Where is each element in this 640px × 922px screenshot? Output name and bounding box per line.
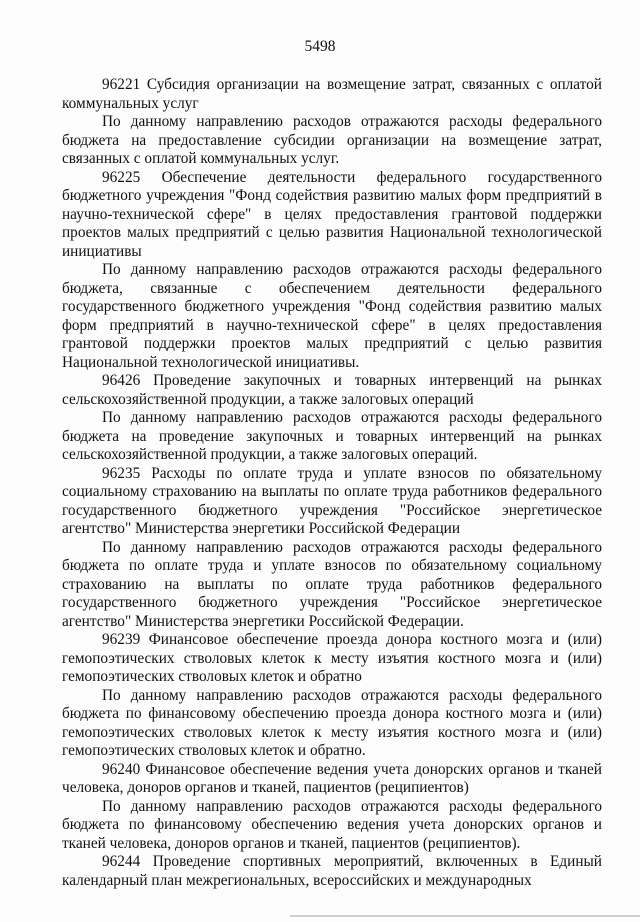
section-heading-96244: 96244 Проведение спортивных мероприятий, включенных в Единый календарный план межрегиональных, всероссийских и международных <box>62 853 602 889</box>
section-description-96240: По данному направлению расходов отражаются расходы федерального бюджета по финансовому обеспечению ведения учета донорских органов и тканей человека, доноров органов и тканей, пациентов (реципиентов). <box>62 797 602 852</box>
section-heading-96240: 96240 Финансовое обеспечение ведения учета донорских органов и тканей человека, доноров органов и тканей, пациентов (реципиентов) <box>62 760 602 796</box>
section-heading-96225: 96225 Обеспечение деятельности федерального государственного бюджетного учреждения "Фонд содействия развитию малых форм предприятий в научно-технической сфере" в целях предоставления грантовой поддержки проектов малых предприятий с целью развития Национальной технологической инициативы <box>62 168 602 260</box>
section-heading-96235: 96235 Расходы по оплате труда и уплате взносов по обязательному социальному страхованию на выплаты по оплате труда работников федерального государственного бюджетного учреждения "Российское энергетическое агентство" Министерства энергетики Российской Федерации <box>62 464 602 537</box>
section-description-96426: По данному направлению расходов отражаются расходы федерального бюджета на проведение закупочных и товарных интервенций на рынках сельскохозяйственной продукции, а также залоговых операций. <box>62 409 602 463</box>
document-body <box>62 76 602 890</box>
page-number: 5498 <box>304 38 336 55</box>
section-heading-96221: 96221 Субсидия организации на возмещение затрат, связанных с оплатой коммунальных услуг <box>62 76 602 112</box>
section-description-96235: По данному направлению расходов отражаются расходы федерального бюджета по оплате труда и уплате взносов по обязательному социальному страхованию на выплаты по оплате труда работников федерального государственного бюджетного учреждения "Российское энергетическое агентство" Министерства энергетики Российской Федерации. <box>62 538 602 630</box>
section-description-96221: По данному направлению расходов отражаются расходы федерального бюджета на предоставление субсидии организации на возмещение затрат, связанных с оплатой коммунальных услуг. <box>62 113 602 167</box>
scan-edge-line <box>290 915 640 917</box>
section-description-96239: По данному направлению расходов отражаются расходы федерального бюджета по финансовому обеспечению проезда донора костного мозга и (или) гемопоэтических стволовых клеток к месту изъятия костного мозга и (или) гемопоэтических стволовых клеток и обратно. <box>62 686 602 759</box>
section-heading-96426: 96426 Проведение закупочных и товарных интервенций на рынках сельскохозяйственной продукции, а также залоговых операций <box>62 372 602 408</box>
section-heading-96239: 96239 Финансовое обеспечение проезда донора костного мозга и (или) гемопоэтических стволовых клеток к месту изъятия костного мозга и (или) гемопоэтических стволовых клеток и обратно <box>62 631 602 685</box>
section-description-96225: По данному направлению расходов отражаются расходы федерального бюджета, связанные с обеспечением деятельности федерального государственного бюджетного учреждения "Фонд содействия развитию малых форм предприятий в научно-технической сфере" в целях предоставления грантовой поддержки проектов малых предприятий с целью развития Национальной технологической инициативы. <box>62 261 602 371</box>
